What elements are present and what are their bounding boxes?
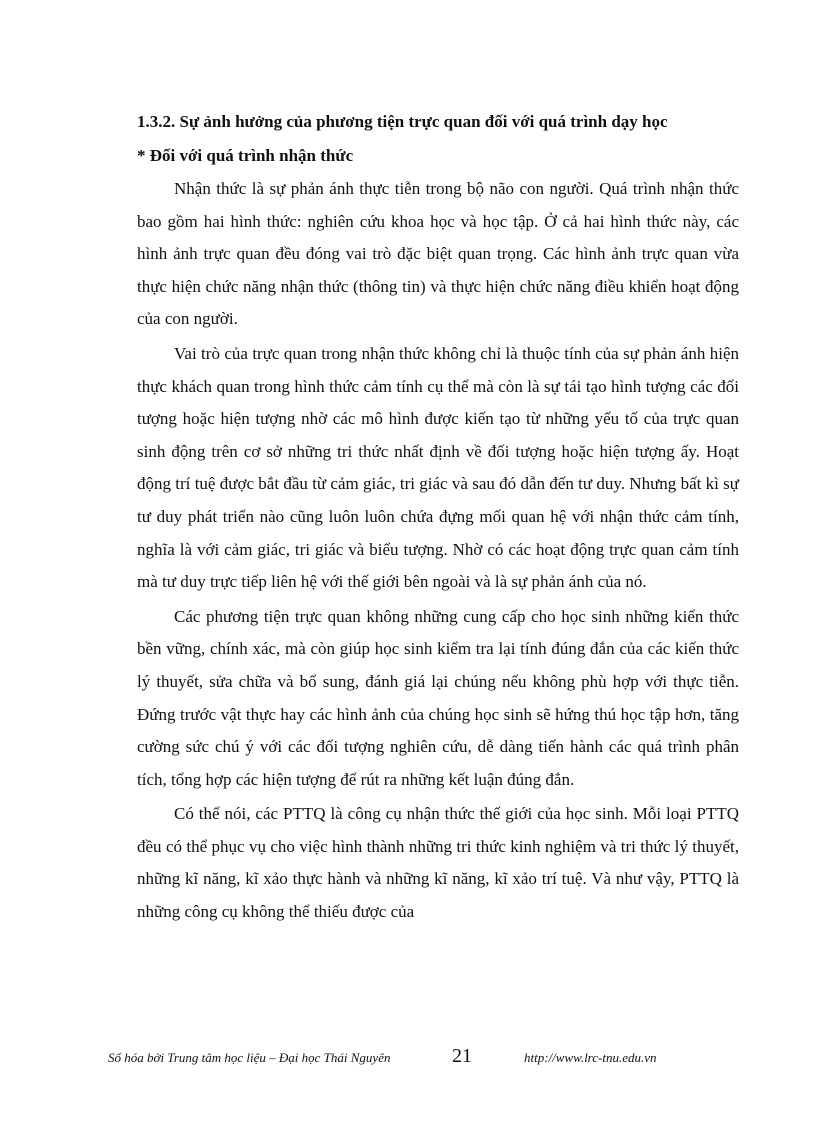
paragraph-1: Nhận thức là sự phản ánh thực tiễn trong bộ não con người. Quá trình nhận thức bao gồm hai hình thức: nghiên cứu khoa học và học tập. Ở cả hai hình thức này, các hình ảnh trực quan đều đóng vai trò đặc biệt quan trọng. Các hình ảnh trực quan vừa thực hiện chức năng nhận thức (thông tin) và thực hiện chức năng điều khiển hoạt động của con người. — [137, 179, 739, 329]
section-heading: 1.3.2. Sự ảnh hưởng của phương tiện trực quan đối với quá trình dạy học — [137, 112, 668, 131]
page-number: 21 — [452, 1045, 472, 1067]
document-body — [137, 110, 739, 929]
paragraph-3: Các phương tiện trực quan không những cung cấp cho học sinh những kiến thức bền vững, chính xác, mà còn giúp học sinh kiểm tra lại tính đúng đắn của các kiến thức lý thuyết, sửa chữa và bổ sung, đánh giá lại chúng nếu không phù hợp với thực tiễn. Đứng trước vật thực hay các hình ảnh của chúng học sinh sẽ hứng thú học tập hơn, tăng cường sức chú ý với các đối tượng nghiên cứu, dễ dàng tiến hành các quá trình phân tích, tổng hợp các hiện tượng để rút ra những kết luận đúng đắn. — [137, 606, 739, 789]
subheading: * Đối với quá trình nhận thức — [137, 146, 354, 165]
footer-source: Số hóa bởi Trung tâm học liệu – Đại học Thái Nguyên — [108, 1050, 391, 1065]
page-footer — [0, 1047, 816, 1071]
paragraph-2: Vai trò của trực quan trong nhận thức không chỉ là thuộc tính của sự phản ánh hiện thực khách quan trong hình thức cảm tính cụ thể mà còn là sự tái tạo hình tượng các đối tượng hoặc hiện tượng nhờ các mô hình được kiến tạo từ những yếu tố của trực quan sinh động trên cơ sở những tri thức nhất định về đối tượng hoặc hiện tượng ấy. Hoạt động trí tuệ được bắt đầu từ cảm giác, tri giác và sau đó dẫn đến tư duy. Nhưng bất kì sự tư duy phát triển nào cũng luôn luôn chứa đựng mối quan hệ với nhận thức cảm tính, nghĩa là với cảm giác, tri giác và biểu tượng. Nhờ có các hoạt động trực quan cảm tính mà tư duy trực tiếp liên hệ với thế giới bên ngoài và là sự phản ánh của nó. — [137, 343, 739, 592]
footer-url[interactable]: http://www.lrc-tnu.edu.vn — [524, 1050, 657, 1065]
paragraph-4: Có thể nói, các PTTQ là công cụ nhận thức thế giới của học sinh. Mỗi loại PTTQ đều có thể phục vụ cho việc hình thành những tri thức kinh nghiệm và tri thức lý thuyết, những kĩ năng, kĩ xảo thực hành và những kĩ năng, kĩ xảo trí tuệ. Và như vậy, PTTQ là những công cụ không thể thiếu được của — [137, 804, 739, 922]
